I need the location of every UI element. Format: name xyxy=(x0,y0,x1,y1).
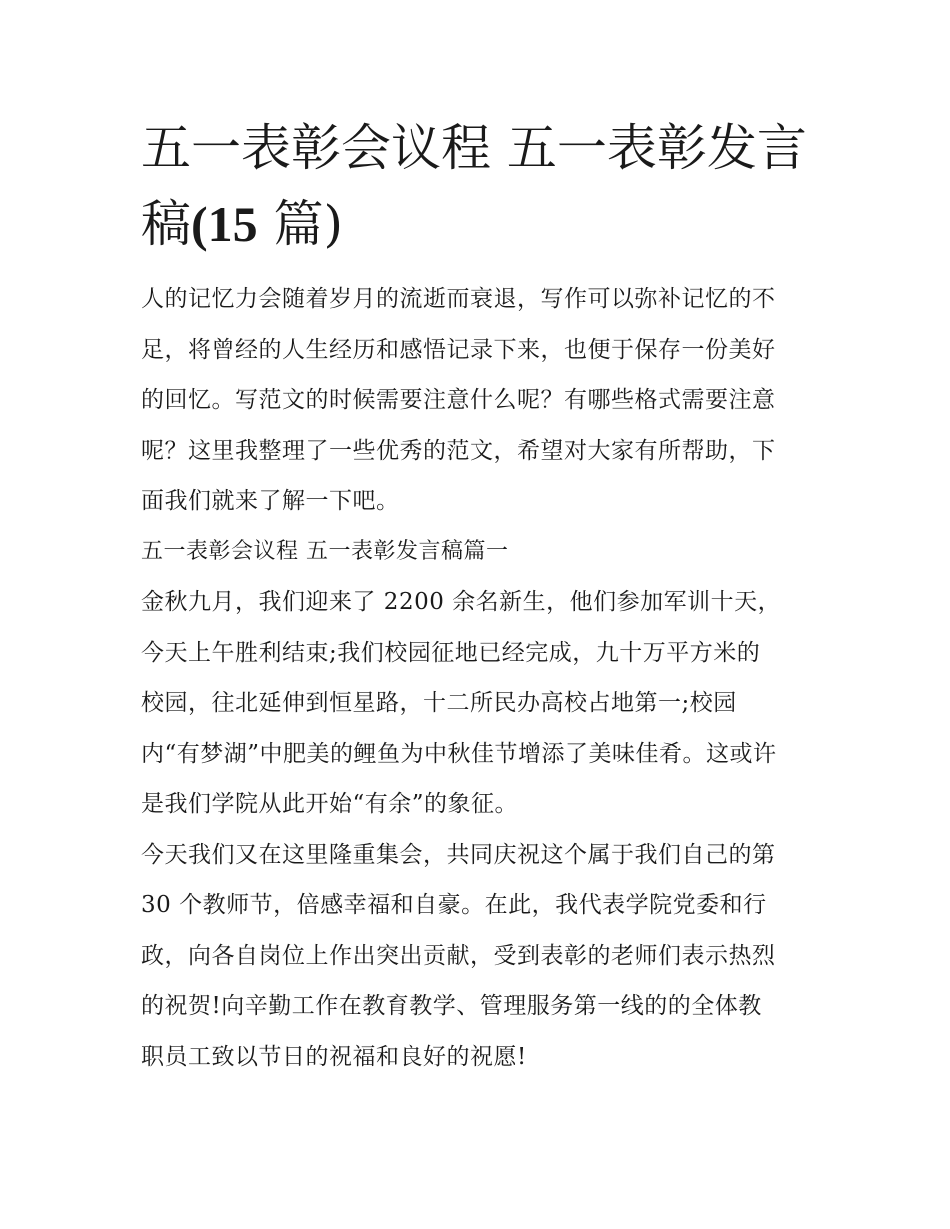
body-line: 今天上午胜利结束;我们校园征地已经完成，九十万平方米的 xyxy=(141,639,761,666)
intro-line: 的回忆。写范文的时候需要注意什么呢？有哪些格式需要注意 xyxy=(141,387,776,413)
body-line: 今天我们又在这里隆重集会，共同庆祝这个属于我们自己的第 xyxy=(141,841,776,868)
intro-paragraph xyxy=(141,274,813,527)
intro-line: 面我们就来了解一下吧。 xyxy=(141,488,400,514)
title-line-1: 五一表彰会议程 五一表彰发言 xyxy=(141,119,807,177)
body-line: 30 个教师节，倍感幸福和自豪。在此，我代表学院党委和行 xyxy=(141,892,767,918)
body-line: 金秋九月，我们迎来了 2200 余名新生，他们参加军训十天， xyxy=(141,589,782,615)
body-line: 职员工致以节日的祝福和良好的祝愿! xyxy=(141,1043,527,1070)
body-paragraph-2 xyxy=(141,830,813,1083)
body-line: 是我们学院从此开始“有余”的象征。 xyxy=(141,791,519,817)
intro-line: 呢？这里我整理了一些优秀的范文，希望对大家有所帮助，下 xyxy=(141,437,776,464)
body-paragraph-1 xyxy=(141,577,813,830)
document-page xyxy=(141,110,813,1082)
intro-line: 足，将曾经的人生经历和感悟记录下来，也便于保存一份美好 xyxy=(141,336,776,363)
section-heading xyxy=(141,527,813,578)
body-line: 政，向各自岗位上作出突出贡献，受到表彰的老师们表示热烈 xyxy=(141,942,776,969)
intro-line: 人的记忆力会随着岁月的流逝而衰退，写作可以弥补记忆的不 xyxy=(141,286,776,312)
document-title xyxy=(141,110,813,262)
section-heading-text: 五一表彰会议程 五一表彰发言稿篇一 xyxy=(141,538,509,564)
title-line-2 xyxy=(141,186,813,262)
title-line-2-suffix: 篇) xyxy=(257,195,344,253)
body-line: 内“有梦湖”中肥美的鲤鱼为中秋佳节增添了美味佳肴。这或许 xyxy=(141,740,777,767)
body-line: 校园，往北延伸到恒星路，十二所民办高校占地第一;校园 xyxy=(141,690,737,716)
title-line-2-prefix: 稿 xyxy=(141,195,191,253)
title-line-2-count: (15 xyxy=(191,196,258,252)
body-line: 的祝贺!向辛勤工作在教育教学、管理服务第一线的的全体教 xyxy=(141,993,762,1019)
